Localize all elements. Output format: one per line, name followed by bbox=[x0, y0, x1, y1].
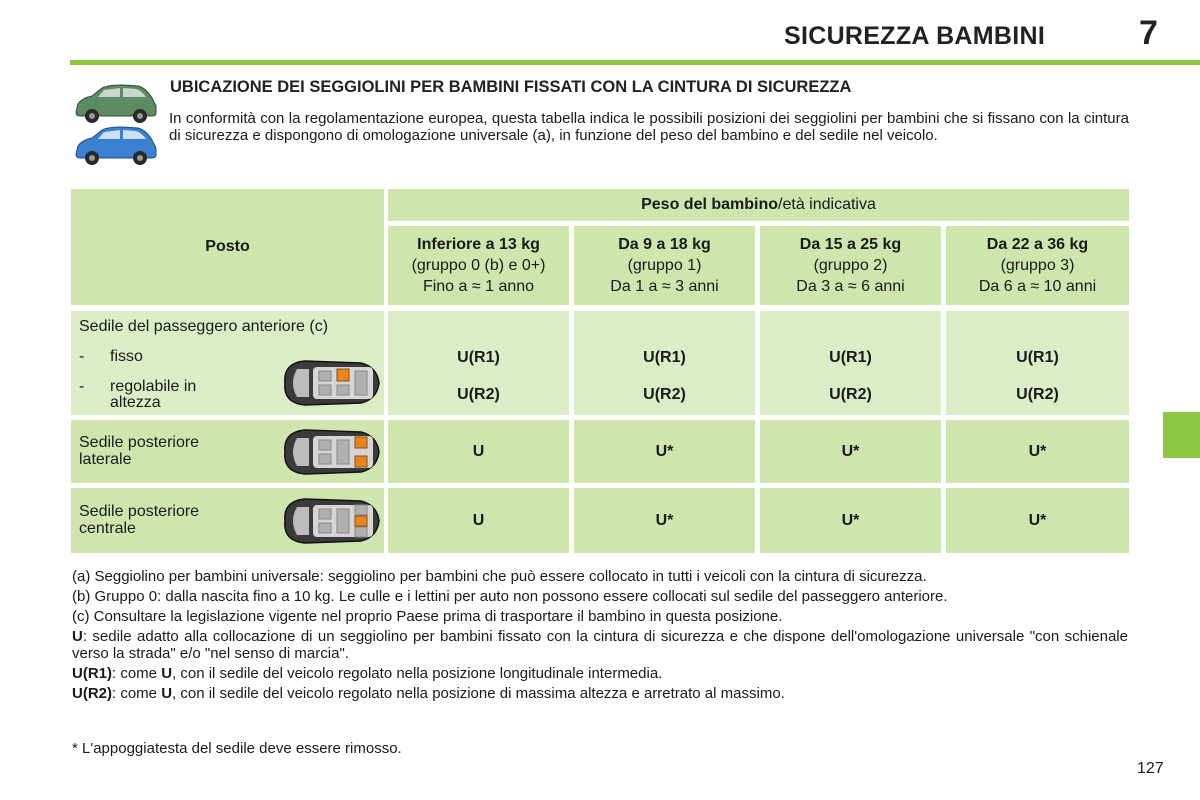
header-rule bbox=[70, 60, 1200, 65]
note-star: * L'appoggiatesta del sedile deve essere rimosso. bbox=[72, 740, 402, 757]
weight-header-cell bbox=[388, 189, 1129, 221]
page-number: 127 bbox=[1137, 760, 1164, 777]
footnotes bbox=[72, 568, 1128, 705]
value-front-fixed: U(R1) bbox=[457, 349, 500, 366]
row-label-rear-lateral-line1: Sedile posteriore bbox=[79, 434, 200, 451]
note-ur2-u: U bbox=[161, 685, 173, 702]
row-label-rear-central-line1: Sedile posteriore bbox=[79, 503, 200, 520]
car-seat-rear-lateral-diagram-icon bbox=[275, 424, 381, 480]
posto-header-cell bbox=[71, 189, 384, 305]
column-age: Fino a ≈ 1 anno bbox=[422, 278, 535, 295]
value-rear-lateral: U bbox=[472, 442, 485, 460]
value-rear-central: U bbox=[472, 511, 485, 529]
chapter-tab-marker bbox=[1163, 412, 1200, 458]
value-rear-lateral: U* bbox=[655, 442, 674, 460]
note-ur1-u: U bbox=[161, 665, 173, 682]
value-rear-lateral: U* bbox=[1028, 442, 1047, 460]
note-u-key: U bbox=[72, 628, 83, 645]
note-ur2-text-b: , con il sedile del veicolo regolato nella posizione di massima altezza e arretrato al massimo. bbox=[172, 685, 785, 702]
weight-header-bold: Peso del bambino bbox=[641, 196, 779, 213]
note-ur1 bbox=[72, 665, 1128, 682]
note-ur1-text-b: , con il sedile del veicolo regolato nella posizione longitudinale intermedia. bbox=[172, 665, 663, 682]
value-front-adjustable: U(R2) bbox=[1016, 386, 1059, 403]
note-u-text: : sedile adatto alla collocazione di un seggiolino per bambini fissato con la cintura di sicurezza e che dispone dell'omologazione universale "con schienale verso la strada" e/o "nel senso di marcia". bbox=[72, 628, 1128, 662]
note-c: (c) Consultare la legislazione vigente nel proprio Paese prima di trasportare il bambino in questa posizione. bbox=[72, 608, 783, 625]
note-a: (a) Seggiolino per bambini universale: seggiolino per bambini che può essere collocato in tutti i veicoli con la cintura di sicurezza. bbox=[72, 568, 927, 585]
chapter-number: 7 bbox=[1139, 14, 1158, 52]
row-label-rear-central-line2: centrale bbox=[79, 520, 136, 537]
cell-rear-lateral-2 bbox=[760, 420, 941, 483]
car-seat-rear-central-diagram-icon bbox=[275, 493, 381, 549]
cell-rear-lateral-0 bbox=[388, 420, 569, 483]
value-front-fixed: U(R1) bbox=[829, 349, 872, 366]
column-header-0 bbox=[388, 226, 569, 305]
column-group: (gruppo 0 (b) e 0+) bbox=[411, 257, 546, 274]
column-group: (gruppo 3) bbox=[1000, 257, 1075, 274]
sub-label-adjustable: regolabile in altezza bbox=[110, 378, 197, 411]
value-rear-central: U* bbox=[655, 511, 674, 529]
cell-rear-central-0 bbox=[388, 488, 569, 553]
value-front-fixed: U(R1) bbox=[643, 349, 686, 366]
cell-rear-central-3 bbox=[946, 488, 1129, 553]
column-group: (gruppo 2) bbox=[813, 257, 888, 274]
green-minivan-icon bbox=[72, 82, 160, 126]
column-title: Inferiore a 13 kg bbox=[417, 236, 540, 253]
cell-rear-central-1 bbox=[574, 488, 755, 553]
sub-label-fixed: fisso bbox=[110, 348, 143, 365]
note-ur2 bbox=[72, 685, 1128, 702]
section-title: UBICAZIONE DEI SEGGIOLINI PER BAMBINI FISSATI CON LA CINTURA DI SICUREZZA bbox=[170, 78, 852, 96]
value-front-adjustable: U(R2) bbox=[457, 386, 500, 403]
column-group: (gruppo 1) bbox=[627, 257, 702, 274]
chapter-title: SICUREZZA BAMBINI bbox=[784, 22, 1046, 50]
column-age: Da 3 a ≈ 6 anni bbox=[796, 278, 905, 295]
column-title: Da 22 a 36 kg bbox=[986, 236, 1089, 253]
column-age: Da 1 a ≈ 3 anni bbox=[610, 278, 719, 295]
note-ur1-key: U(R1) bbox=[72, 665, 112, 682]
value-front-fixed: U(R1) bbox=[1016, 349, 1059, 366]
column-header-3 bbox=[946, 226, 1129, 305]
value-front-adjustable: U(R2) bbox=[643, 386, 686, 403]
column-header-2 bbox=[760, 226, 941, 305]
blue-minivan-icon bbox=[72, 124, 160, 168]
note-ur1-text-a: : come bbox=[112, 665, 162, 682]
dash-marker: - bbox=[79, 378, 85, 395]
cell-rear-lateral-1 bbox=[574, 420, 755, 483]
column-title: Da 9 a 18 kg bbox=[618, 236, 711, 253]
column-age: Da 6 a ≈ 10 anni bbox=[978, 278, 1097, 295]
posto-header: Posto bbox=[205, 238, 250, 255]
value-rear-central: U* bbox=[1028, 511, 1047, 529]
cell-rear-lateral-3 bbox=[946, 420, 1129, 483]
note-ur2-key: U(R2) bbox=[72, 685, 112, 702]
value-rear-central: U* bbox=[841, 511, 860, 529]
column-header-1 bbox=[574, 226, 755, 305]
cell-rear-central-2 bbox=[760, 488, 941, 553]
value-rear-lateral: U* bbox=[841, 442, 860, 460]
dash-marker: - bbox=[79, 348, 85, 365]
column-title: Da 15 a 25 kg bbox=[799, 236, 902, 253]
row-label-front: Sedile del passeggero anteriore (c) bbox=[79, 318, 329, 335]
row-label-rear-lateral-line2: laterale bbox=[79, 451, 132, 468]
note-u bbox=[72, 628, 1128, 662]
car-seat-front-diagram-icon bbox=[275, 355, 381, 411]
value-front-adjustable: U(R2) bbox=[829, 386, 872, 403]
note-b: (b) Gruppo 0: dalla nascita fino a 10 kg. Le culle e i lettini per auto non possono essere collocati sul sedile del passeggero anteriore. bbox=[72, 588, 948, 605]
note-ur2-text-a: : come bbox=[112, 685, 162, 702]
weight-header-rest: /età indicativa bbox=[778, 196, 876, 213]
intro-paragraph: In conformità con la regolamentazione europea, questa tabella indica le possibili posizioni dei seggiolini per bambini che si fissano con la cintura di sicurezza e dispongono di omologazione universale (a), in funzione del peso del bambino e del sedile nel veicolo. bbox=[169, 110, 1129, 144]
